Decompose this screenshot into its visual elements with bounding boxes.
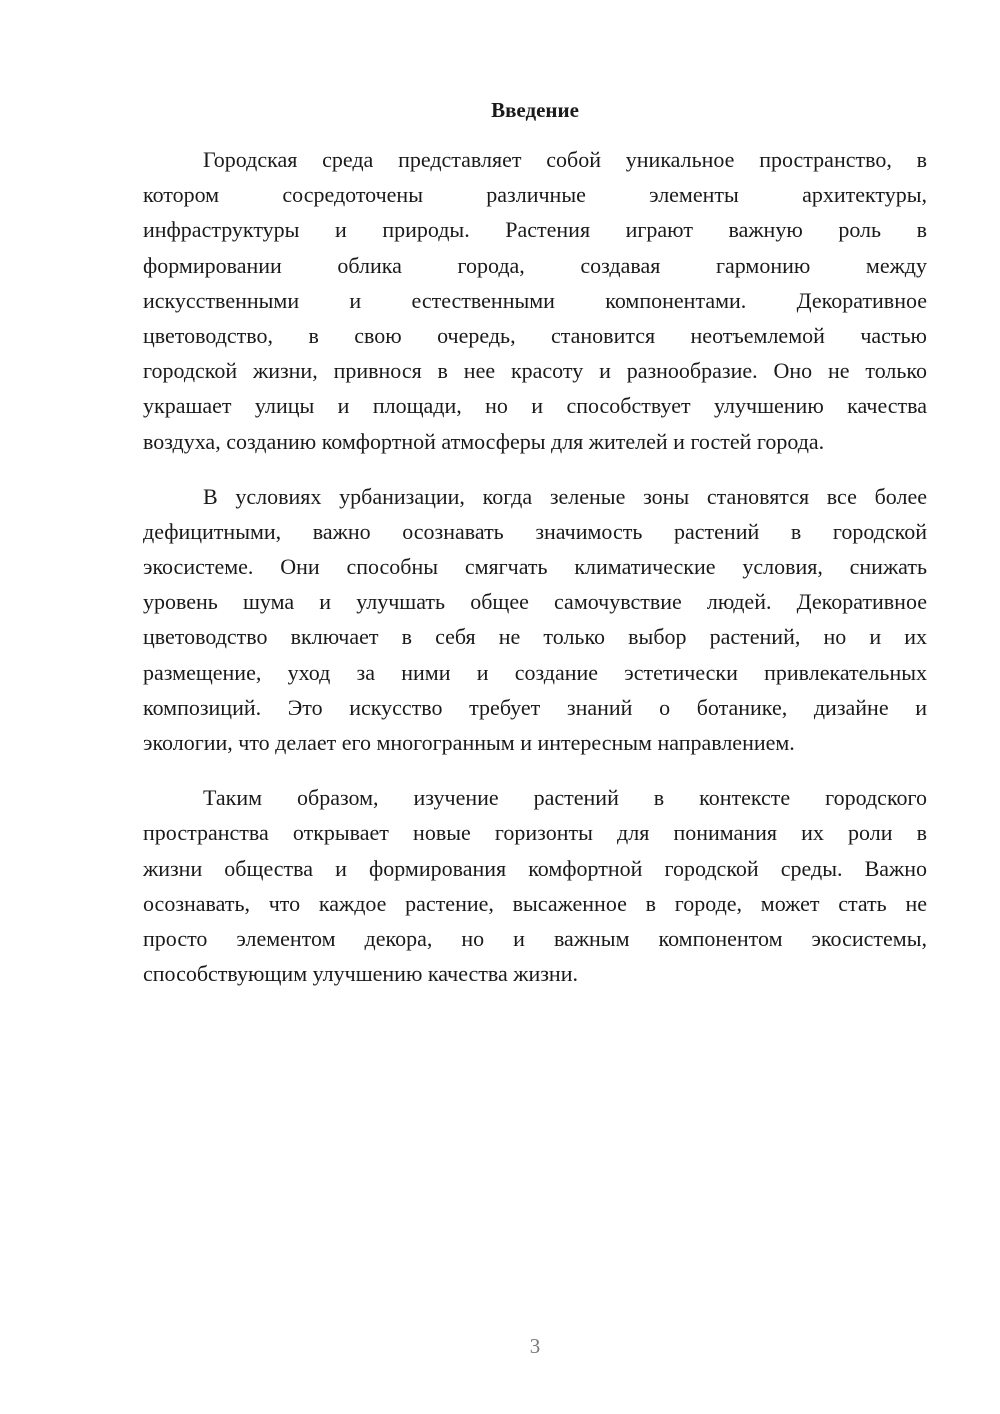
text-line: В условиях урбанизации, когда зеленые зоны становятся все более: [203, 483, 927, 509]
text-line: уровень шума и улучшать общее самочувствие людей. Декоративное: [143, 589, 927, 615]
text-line: котором сосредоточены различные элементы архитектуры,: [143, 182, 927, 208]
paragraph: [143, 780, 927, 991]
document-body: [143, 142, 927, 1011]
text-line: способствующим улучшению качества жизни.: [143, 961, 578, 987]
text-line: композиций. Это искусство требует знаний о ботанике, дизайне и: [143, 694, 927, 720]
text-line: Таким образом, изучение растений в контексте городского: [203, 785, 927, 811]
paragraph: [143, 479, 927, 761]
text-line: цветоводство включает в себя не только выбор растений, но и их: [143, 624, 927, 650]
text-line: инфраструктуры и природы. Растения играют важную роль в: [143, 217, 927, 243]
page-number: 3: [529, 1334, 541, 1358]
text-line: жизни общества и формирования комфортной городской среды. Важно: [143, 855, 927, 881]
text-line: искусственными и естественными компонентами. Декоративное: [143, 287, 927, 313]
text-line: воздуха, созданию комфортной атмосферы для жителей и гостей города.: [143, 428, 825, 454]
text-line: осознавать, что каждое растение, высаженное в городе, может стать не: [143, 890, 927, 916]
text-line: размещение, уход за ними и создание эстетически привлекательных: [143, 659, 927, 685]
text-line: Городская среда представляет собой уникальное пространство, в: [203, 147, 927, 172]
text-line: экосистеме. Они способны смягчать климатические условия, снижать: [143, 554, 927, 580]
text-line: пространства открывает новые горизонты для понимания их роли в: [143, 820, 927, 846]
text-line: дефицитными, важно осознавать значимость растений в городской: [143, 518, 927, 544]
text-line: украшает улицы и площади, но и способствует улучшению качества: [143, 393, 927, 419]
text-line: цветоводство, в свою очередь, становится неотъемлемой частью: [143, 322, 927, 348]
paragraph: [143, 142, 927, 459]
text-line: городской жизни, привнося в нее красоту и разнообразие. Оно не только: [143, 358, 927, 384]
text-line: экологии, что делает его многогранным и интересным направлением.: [143, 730, 795, 755]
text-line: просто элементом декора, но и важным компонентом экосистемы,: [143, 925, 927, 951]
text-line: формировании облика города, создавая гармонию между: [143, 252, 927, 278]
section-heading: Введение: [491, 98, 579, 122]
